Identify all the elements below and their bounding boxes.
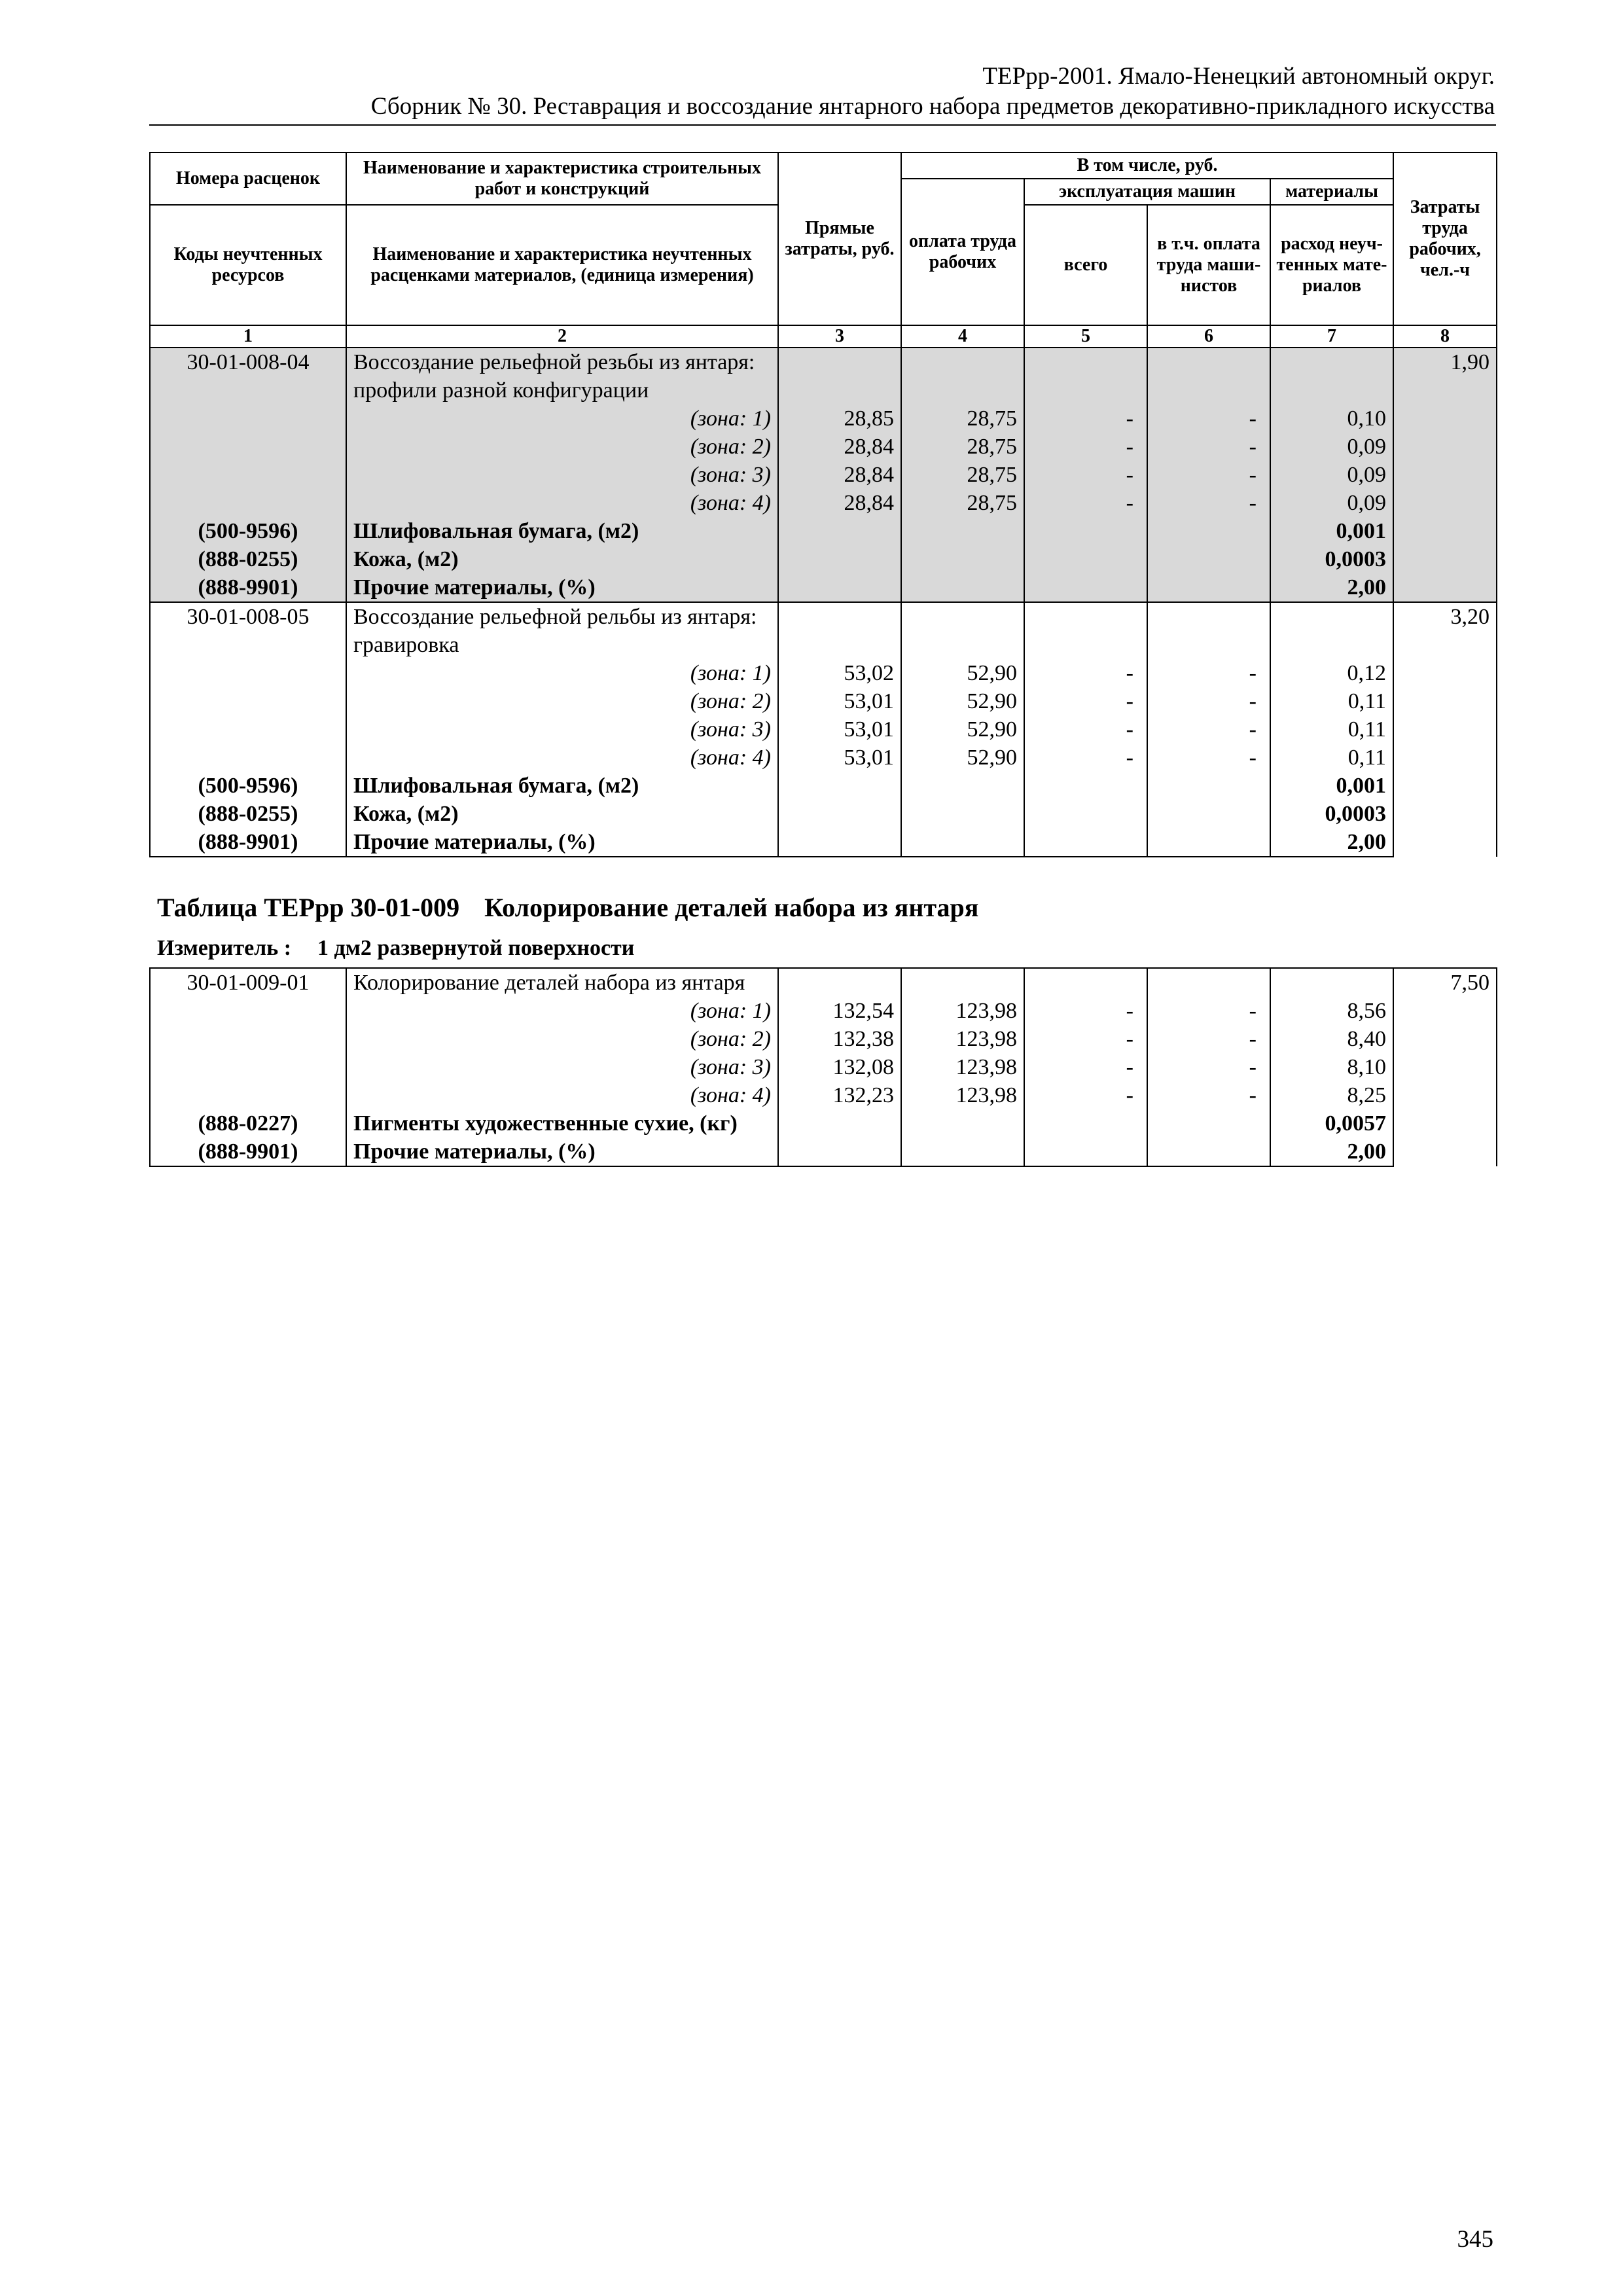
- direct-costs: 28,85: [778, 404, 901, 433]
- col-number: 4: [901, 325, 1024, 348]
- head-labor-pay: оплата труда рабочих: [901, 179, 1024, 325]
- empty-cell: [150, 715, 346, 744]
- empty-cell: [778, 1109, 901, 1138]
- empty-cell: [1147, 348, 1270, 404]
- rate-name: Воссоздание рельефной резьбы из янтаря: профили разной конфигурации: [346, 348, 778, 404]
- material-name: Кожа, (м2): [346, 800, 778, 828]
- table-body-1: [150, 348, 1497, 857]
- material-qty: 2,00: [1270, 573, 1393, 602]
- empty-cell: [901, 545, 1024, 573]
- machine-total: -: [1024, 744, 1147, 772]
- labor-pay: 28,75: [901, 433, 1024, 461]
- empty-cell: [1147, 602, 1270, 659]
- empty-cell: [150, 687, 346, 715]
- zone-label: (зона: 2): [346, 1025, 778, 1053]
- material-qty: 0,0003: [1270, 545, 1393, 573]
- col-number: 6: [1147, 325, 1270, 348]
- materials-cost: 0,11: [1270, 687, 1393, 715]
- empty-cell: [1024, 545, 1147, 573]
- head-materials: материалы: [1270, 179, 1393, 205]
- machine-total: -: [1024, 715, 1147, 744]
- zone-label: (зона: 1): [346, 997, 778, 1025]
- rate-name: Колорирование деталей набора из янтаря: [346, 968, 778, 997]
- head-total: всего: [1024, 205, 1147, 325]
- empty-cell: [778, 1138, 901, 1166]
- empty-cell: [150, 1081, 346, 1109]
- empty-cell: [1024, 573, 1147, 602]
- machinist-pay: -: [1147, 744, 1270, 772]
- zone-row: [150, 687, 1497, 715]
- zone-label: (зона: 1): [346, 659, 778, 687]
- material-code: (888-0227): [150, 1109, 346, 1138]
- col-number: 7: [1270, 325, 1393, 348]
- zone-row: [150, 997, 1497, 1025]
- zone-label: (зона: 2): [346, 687, 778, 715]
- materials-cost: 8,10: [1270, 1053, 1393, 1081]
- empty-cell: [1147, 545, 1270, 573]
- measure-line: [157, 936, 634, 961]
- machinist-pay: -: [1147, 715, 1270, 744]
- running-header: [147, 62, 1495, 122]
- direct-costs: 132,54: [778, 997, 901, 1025]
- material-row: [150, 772, 1497, 800]
- empty-cell: [1024, 1109, 1147, 1138]
- labor-pay: 52,90: [901, 659, 1024, 687]
- head-machine-operation: эксплуатация машин: [1024, 179, 1270, 205]
- material-row: [150, 573, 1497, 602]
- labor-pay: 123,98: [901, 1081, 1024, 1109]
- empty-cell: [778, 968, 901, 997]
- page-number: 345: [1457, 2226, 1493, 2253]
- materials-cost: 0,11: [1270, 744, 1393, 772]
- empty-cell: [778, 828, 901, 857]
- empty-cell: [1147, 1138, 1270, 1166]
- measure-label: Измеритель :: [157, 936, 292, 960]
- rate-row: [150, 348, 1497, 404]
- empty-cell: [901, 800, 1024, 828]
- col-number: 5: [1024, 325, 1147, 348]
- machinist-pay: -: [1147, 461, 1270, 489]
- material-qty: 2,00: [1270, 1138, 1393, 1166]
- empty-cell: [150, 1025, 346, 1053]
- empty-cell: [1270, 968, 1393, 997]
- machinist-pay: -: [1147, 659, 1270, 687]
- empty-cell: [901, 772, 1024, 800]
- labor-pay: 28,75: [901, 461, 1024, 489]
- head-including: В том числе, руб.: [901, 152, 1393, 179]
- empty-cell: [778, 772, 901, 800]
- empty-cell: [1024, 602, 1147, 659]
- zone-row: [150, 659, 1497, 687]
- labor-pay: 52,90: [901, 744, 1024, 772]
- head-rate-numbers: Номера расценок: [150, 152, 346, 205]
- labor-pay: 123,98: [901, 1025, 1024, 1053]
- empty-cell: [1024, 828, 1147, 857]
- materials-cost: 0,09: [1270, 433, 1393, 461]
- materials-cost: 0,09: [1270, 489, 1393, 517]
- head-direct-costs: Прямые затраты, руб.: [778, 152, 901, 325]
- empty-cell: [901, 602, 1024, 659]
- direct-costs: 132,08: [778, 1053, 901, 1081]
- material-name: Прочие материалы, (%): [346, 573, 778, 602]
- material-row: [150, 1109, 1497, 1138]
- empty-cell: [1147, 968, 1270, 997]
- zone-row: [150, 461, 1497, 489]
- material-code: (500-9596): [150, 517, 346, 545]
- table-body-2: [150, 968, 1497, 1166]
- material-name: Кожа, (м2): [346, 545, 778, 573]
- zone-row: [150, 1025, 1497, 1053]
- direct-costs: 53,01: [778, 687, 901, 715]
- material-qty: 0,0057: [1270, 1109, 1393, 1138]
- zone-row: [150, 489, 1497, 517]
- empty-cell: [901, 573, 1024, 602]
- material-row: [150, 828, 1497, 857]
- head-machinist-pay: в т.ч. оплата труда маши-нистов: [1147, 205, 1270, 325]
- machinist-pay: -: [1147, 433, 1270, 461]
- empty-cell: [150, 744, 346, 772]
- col-number: 2: [346, 325, 778, 348]
- material-name: Шлифовальная бумага, (м2): [346, 517, 778, 545]
- material-code: (888-9901): [150, 828, 346, 857]
- labor-pay: 28,75: [901, 404, 1024, 433]
- empty-cell: [901, 968, 1024, 997]
- empty-cell: [1024, 1138, 1147, 1166]
- header-line-1: ТЕРрр-2001. Ямало-Ненецкий автономный округ.: [982, 63, 1495, 90]
- direct-costs: 53,02: [778, 659, 901, 687]
- empty-cell: [778, 348, 901, 404]
- empty-cell: [901, 1138, 1024, 1166]
- machinist-pay: -: [1147, 1025, 1270, 1053]
- machine-total: -: [1024, 1025, 1147, 1053]
- zone-row: [150, 404, 1497, 433]
- labor-pay: 52,90: [901, 687, 1024, 715]
- empty-cell: [150, 1053, 346, 1081]
- direct-costs: 132,38: [778, 1025, 901, 1053]
- labor-pay: 28,75: [901, 489, 1024, 517]
- empty-cell: [150, 659, 346, 687]
- zone-label: (зона: 2): [346, 433, 778, 461]
- col-number: 1: [150, 325, 346, 348]
- empty-cell: [1024, 800, 1147, 828]
- machinist-pay: -: [1147, 997, 1270, 1025]
- material-qty: 2,00: [1270, 828, 1393, 857]
- head-material-name: Наименование и характеристика неучтенных расценками материалов, (единица измерения): [346, 205, 778, 325]
- empty-cell: [1270, 348, 1393, 404]
- material-code: (500-9596): [150, 772, 346, 800]
- rate-code: 30-01-008-04: [150, 348, 346, 404]
- zone-label: (зона: 1): [346, 404, 778, 433]
- empty-cell: [901, 1109, 1024, 1138]
- machine-total: -: [1024, 687, 1147, 715]
- empty-cell: [901, 348, 1024, 404]
- material-name: Шлифовальная бумага, (м2): [346, 772, 778, 800]
- zone-row: [150, 1053, 1497, 1081]
- machine-total: -: [1024, 997, 1147, 1025]
- labor-pay: 123,98: [901, 997, 1024, 1025]
- empty-cell: [1147, 828, 1270, 857]
- materials-cost: 0,12: [1270, 659, 1393, 687]
- col-number: 8: [1393, 325, 1497, 348]
- machine-total: -: [1024, 433, 1147, 461]
- material-row: [150, 517, 1497, 545]
- materials-cost: 8,40: [1270, 1025, 1393, 1053]
- empty-cell: [1147, 573, 1270, 602]
- material-name: Прочие материалы, (%): [346, 1138, 778, 1166]
- material-qty: 0,0003: [1270, 800, 1393, 828]
- material-name: Пигменты художественные сухие, (кг): [346, 1109, 778, 1138]
- machinist-pay: -: [1147, 489, 1270, 517]
- empty-cell: [150, 404, 346, 433]
- rate-name: Воссоздание рельефной рельбы из янтаря: гравировка: [346, 602, 778, 659]
- direct-costs: 28,84: [778, 461, 901, 489]
- labor-pay: 123,98: [901, 1053, 1024, 1081]
- zone-label: (зона: 3): [346, 715, 778, 744]
- empty-cell: [1024, 348, 1147, 404]
- table-2-name: Колорирование деталей набора из янтаря: [484, 893, 979, 922]
- direct-costs: 28,84: [778, 489, 901, 517]
- measure-value: 1 дм2 развернутой поверхности: [317, 936, 635, 960]
- empty-cell: [1024, 517, 1147, 545]
- direct-costs: 28,84: [778, 433, 901, 461]
- material-row: [150, 1138, 1497, 1166]
- materials-cost: 0,10: [1270, 404, 1393, 433]
- labor-costs: 1,90: [1393, 348, 1497, 602]
- material-name: Прочие материалы, (%): [346, 828, 778, 857]
- empty-cell: [1147, 1109, 1270, 1138]
- zone-label: (зона: 4): [346, 1081, 778, 1109]
- material-row: [150, 800, 1497, 828]
- direct-costs: 132,23: [778, 1081, 901, 1109]
- zone-row: [150, 744, 1497, 772]
- labor-costs: 3,20: [1393, 602, 1497, 857]
- rate-code: 30-01-009-01: [150, 968, 346, 997]
- head-work-name: Наименование и характеристика строительных работ и конструкций: [346, 152, 778, 205]
- rates-table-1: [149, 152, 1497, 857]
- head-labor-costs: Затраты труда рабочих, чел.-ч: [1393, 152, 1497, 325]
- empty-cell: [150, 489, 346, 517]
- machinist-pay: -: [1147, 1081, 1270, 1109]
- empty-cell: [1147, 772, 1270, 800]
- zone-row: [150, 433, 1497, 461]
- material-code: (888-9901): [150, 573, 346, 602]
- materials-cost: 0,09: [1270, 461, 1393, 489]
- materials-cost: 8,56: [1270, 997, 1393, 1025]
- empty-cell: [1024, 772, 1147, 800]
- machine-total: -: [1024, 1053, 1147, 1081]
- empty-cell: [901, 828, 1024, 857]
- rate-row: [150, 602, 1497, 659]
- table-2-title: [157, 892, 978, 923]
- rate-row: [150, 968, 1497, 997]
- materials-cost: 0,11: [1270, 715, 1393, 744]
- head-resource-codes: Коды неучтенных ресурсов: [150, 205, 346, 325]
- col-number: 3: [778, 325, 901, 348]
- zone-label: (зона: 4): [346, 489, 778, 517]
- materials-cost: 8,25: [1270, 1081, 1393, 1109]
- material-code: (888-0255): [150, 545, 346, 573]
- machinist-pay: -: [1147, 687, 1270, 715]
- machine-total: -: [1024, 461, 1147, 489]
- machine-total: -: [1024, 1081, 1147, 1109]
- rate-code: 30-01-008-05: [150, 602, 346, 659]
- machinist-pay: -: [1147, 404, 1270, 433]
- header-rule: [149, 124, 1496, 126]
- empty-cell: [901, 517, 1024, 545]
- material-code: (888-0255): [150, 800, 346, 828]
- empty-cell: [778, 800, 901, 828]
- material-qty: 0,001: [1270, 772, 1393, 800]
- empty-cell: [778, 602, 901, 659]
- empty-cell: [1024, 968, 1147, 997]
- material-qty: 0,001: [1270, 517, 1393, 545]
- material-code: (888-9901): [150, 1138, 346, 1166]
- zone-label: (зона: 4): [346, 744, 778, 772]
- machinist-pay: -: [1147, 1053, 1270, 1081]
- header-line-2: Сборник № 30. Реставрация и воссоздание янтарного набора предметов декоративно-прикладного искусства: [370, 93, 1495, 120]
- material-row: [150, 545, 1497, 573]
- empty-cell: [1147, 800, 1270, 828]
- empty-cell: [1147, 517, 1270, 545]
- table-2-code: Таблица ТЕРрр 30-01-009: [157, 893, 460, 922]
- direct-costs: 53,01: [778, 744, 901, 772]
- empty-cell: [778, 573, 901, 602]
- machine-total: -: [1024, 404, 1147, 433]
- empty-cell: [150, 461, 346, 489]
- labor-costs: 7,50: [1393, 968, 1497, 1166]
- table-head: [150, 152, 1497, 348]
- machine-total: -: [1024, 489, 1147, 517]
- rates-table-2: [149, 967, 1497, 1167]
- labor-pay: 52,90: [901, 715, 1024, 744]
- zone-row: [150, 1081, 1497, 1109]
- zone-row: [150, 715, 1497, 744]
- empty-cell: [778, 545, 901, 573]
- machine-total: -: [1024, 659, 1147, 687]
- empty-cell: [1270, 602, 1393, 659]
- direct-costs: 53,01: [778, 715, 901, 744]
- zone-label: (зона: 3): [346, 461, 778, 489]
- empty-cell: [150, 433, 346, 461]
- empty-cell: [150, 997, 346, 1025]
- head-material-usage: расход неуч-тенных мате-риалов: [1270, 205, 1393, 325]
- empty-cell: [778, 517, 901, 545]
- zone-label: (зона: 3): [346, 1053, 778, 1081]
